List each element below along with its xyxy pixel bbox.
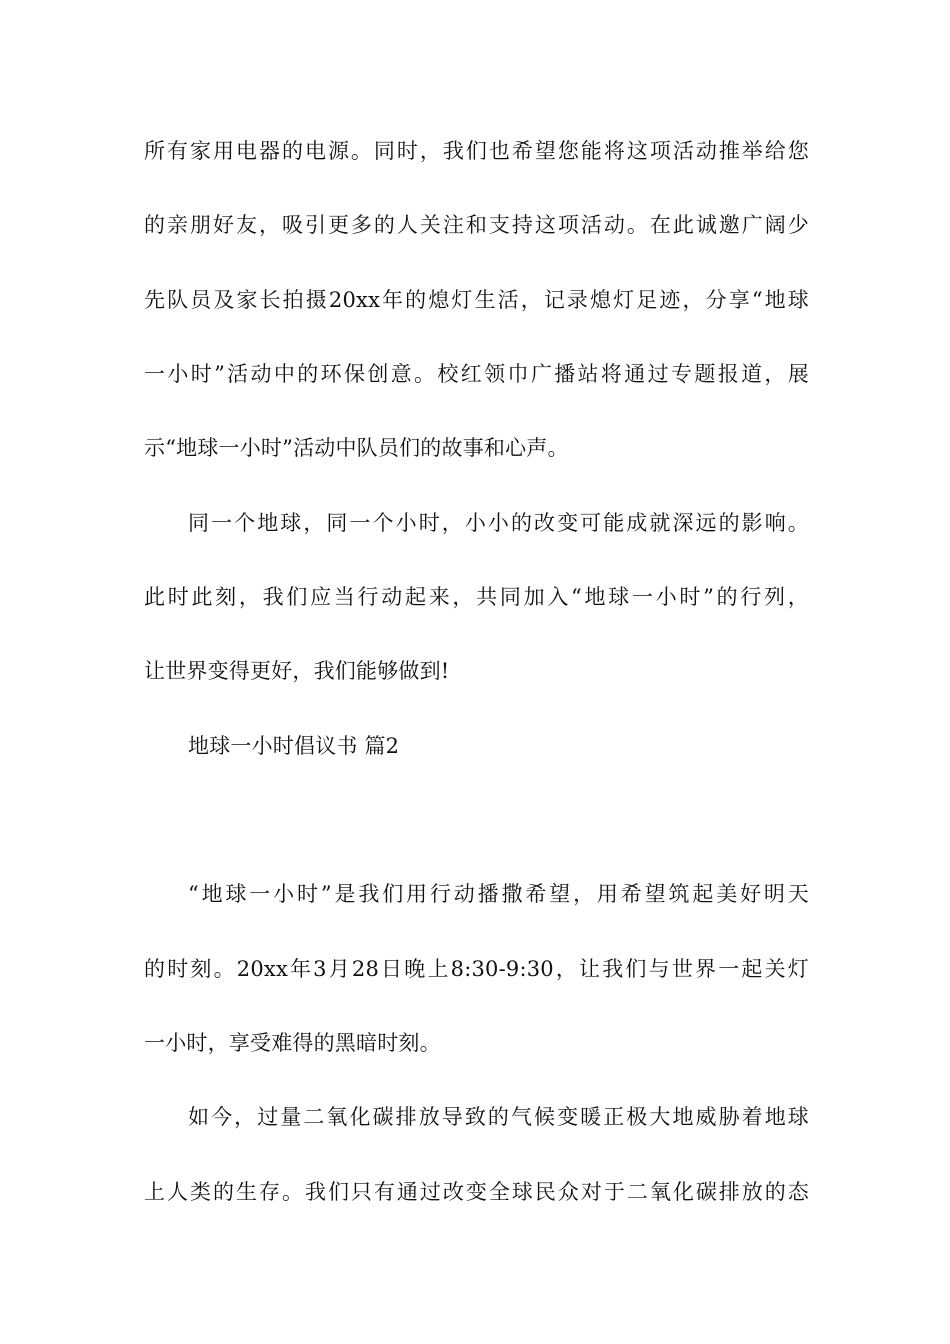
section-heading: 地球一小时倡议书 篇2 bbox=[188, 734, 400, 758]
paragraph-line: 所有家用电器的电源。同时，我们也希望您能将这项活动推举给您 bbox=[144, 139, 809, 163]
paragraph-line: “地球一小时”是我们用行动播撒希望，用希望筑起美好明天 bbox=[188, 882, 809, 906]
paragraph-line: 一小时，享受难得的黑暗时刻。 bbox=[144, 1031, 441, 1055]
paragraph-line: 示“地球一小时”活动中队员们的故事和心声。 bbox=[144, 436, 569, 460]
paragraph-line: 先队员及家长拍摄20xx年的熄灯生活，记录熄灯足迹，分享“地球 bbox=[144, 288, 809, 312]
paragraph-line: 上人类的生存。我们只有通过改变全球民众对于二氧化碳排放的态 bbox=[144, 1180, 809, 1204]
paragraph-line: 同一个地球，同一个小时，小小的改变可能成就深远的影响。 bbox=[188, 511, 809, 535]
paragraph-line: 让世界变得更好，我们能够做到! bbox=[144, 659, 450, 683]
paragraph-line: 此时此刻，我们应当行动起来，共同加入“地球一小时”的行列， bbox=[144, 585, 809, 609]
paragraph-line: 的亲朋好友，吸引更多的人关注和支持这项活动。在此诚邀广阔少 bbox=[144, 213, 809, 237]
paragraph-line: 如今，过量二氧化碳排放导致的气候变暖正极大地威胁着地球 bbox=[188, 1105, 809, 1129]
paragraph-line: 的时刻。20xx年3月28日晚上8:30-9:30，让我们与世界一起关灯 bbox=[144, 957, 809, 981]
paragraph-line: 一小时”活动中的环保创意。校红领巾广播站将通过专题报道，展 bbox=[144, 362, 809, 386]
